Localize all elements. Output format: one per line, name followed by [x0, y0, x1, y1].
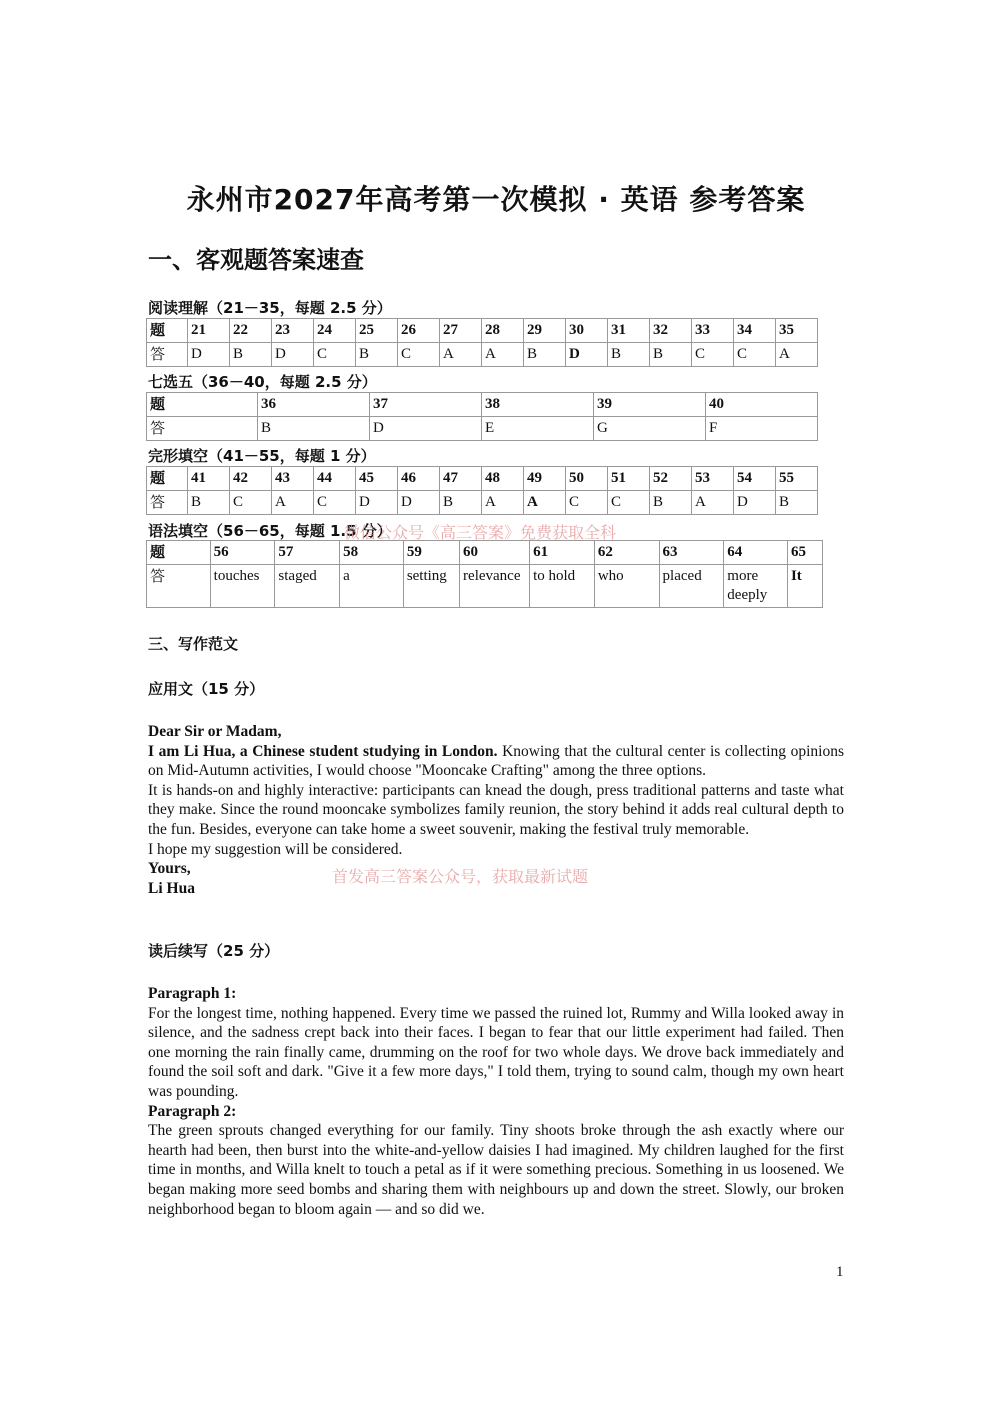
intro-sentence: I am Li Hua, a Chinese student studying in London.: [148, 742, 498, 760]
question-number: 39: [594, 393, 706, 417]
question-number: 35: [776, 319, 818, 343]
table-row-questions: [147, 393, 818, 417]
answer-cell: setting: [403, 565, 459, 608]
cloze-answer-table: [146, 466, 818, 515]
answer-cell: A: [692, 491, 734, 515]
seven-choice-label: 七选五（36－40，每题 2.5 分）: [148, 373, 377, 391]
closing: Yours,: [148, 860, 191, 878]
essay-paragraph: For the longest time, nothing happened. Every time we passed the ruined lot, Rummy and Willa looked away in silence, and the sadness crept back into their faces. I began to fear that our little experiment had failed. Then one morning the rain finally came, drumming on the roof for two whole days. We drove back immediately and found the soil soft and dark. "Give it a few more days," I told them, trying to sound calm, though my own heart was pounding.: [148, 1004, 844, 1100]
question-number: 56: [210, 541, 275, 565]
question-number: 42: [230, 467, 272, 491]
question-number: 54: [734, 467, 776, 491]
grammar-answer-table: [146, 540, 823, 608]
grammar-label: 语法填空（56－65，每题 1.5 分）: [148, 522, 392, 540]
cloze-label: 完形填空（41－55，每题 1 分）: [148, 447, 376, 465]
answer-cell: C: [314, 343, 356, 367]
question-number: 49: [524, 467, 566, 491]
question-number: 34: [734, 319, 776, 343]
answer-cell: G: [594, 417, 706, 441]
answer-cell: B: [524, 343, 566, 367]
table-row-questions: [147, 541, 823, 565]
row-label-question: 题: [147, 393, 258, 417]
continuation-writing-label: 读后续写（25 分）: [148, 942, 280, 960]
answer-cell: relevance: [460, 565, 530, 608]
reading-label: 阅读理解（21－35，每题 2.5 分）: [148, 299, 392, 317]
answer-cell: B: [258, 417, 370, 441]
applied-writing-label: 应用文（15 分）: [148, 680, 265, 698]
question-number: 37: [370, 393, 482, 417]
question-number: 21: [188, 319, 230, 343]
question-number: 65: [787, 541, 822, 565]
question-number: 28: [482, 319, 524, 343]
table-row-answers: [147, 565, 823, 608]
answer-cell: D: [356, 491, 398, 515]
question-number: 24: [314, 319, 356, 343]
question-number: 44: [314, 467, 356, 491]
intro-rest: Knowing that the cultural center is collecting opinions on Mid-Autumn activities, I would choose "Mooncake Crafting" among the three options.: [148, 742, 844, 780]
continuation-essay: [148, 984, 844, 1219]
question-number: 31: [608, 319, 650, 343]
row-label-answer: 答: [147, 491, 188, 515]
question-number: 53: [692, 467, 734, 491]
reading-answer-table: [146, 318, 818, 367]
watermark-text: 微信公众号《高三答案》免费获取全科: [344, 523, 617, 542]
table-row-answers: [147, 491, 818, 515]
question-number: 23: [272, 319, 314, 343]
question-number: 36: [258, 393, 370, 417]
answer-cell: C: [314, 491, 356, 515]
answer-cell: B: [650, 343, 692, 367]
question-number: 33: [692, 319, 734, 343]
answer-cell: C: [608, 491, 650, 515]
answer-cell: D: [734, 491, 776, 515]
answer-cell: B: [608, 343, 650, 367]
table-row-answers: [147, 343, 818, 367]
question-number: 40: [706, 393, 818, 417]
row-label-answer: 答: [147, 343, 188, 367]
question-number: 64: [724, 541, 788, 565]
answer-cell: a: [340, 565, 404, 608]
answer-cell: B: [230, 343, 272, 367]
question-number: 60: [460, 541, 530, 565]
row-label-answer: 答: [147, 565, 211, 608]
answer-cell: D: [370, 417, 482, 441]
answer-cell: A: [272, 491, 314, 515]
essay-paragraph: [148, 742, 844, 781]
question-number: 26: [398, 319, 440, 343]
answer-cell: E: [482, 417, 594, 441]
essay-paragraph: The green sprouts changed everything for our family. Tiny shoots broke through the ash exactly where our hearth had been, then burst into the white-and-yellow daisies I had imagined. My children laughed for the first time in months, and Willa knelt to touch a petal as if it were something precious. Something in us loosened. We began making more seed bombs and sharing them with neighbours up and down the street. Slowly, our broken neighborhood began to bloom again — and so did we.: [148, 1122, 844, 1218]
answer-cell: A: [524, 491, 566, 515]
question-number: 59: [403, 541, 459, 565]
signature-name: Li Hua: [148, 879, 195, 897]
question-number: 61: [530, 541, 595, 565]
answer-cell: C: [692, 343, 734, 367]
answer-cell: It: [787, 565, 822, 608]
question-number: 57: [275, 541, 340, 565]
answer-cell: C: [398, 343, 440, 367]
table-row-questions: [147, 319, 818, 343]
table-row-questions: [147, 467, 818, 491]
question-number: 29: [524, 319, 566, 343]
question-number: 45: [356, 467, 398, 491]
question-number: 58: [340, 541, 404, 565]
question-number: 22: [230, 319, 272, 343]
answer-cell: A: [440, 343, 482, 367]
question-number: 50: [566, 467, 608, 491]
answer-cell: placed: [659, 565, 724, 608]
essay-paragraph: I hope my suggestion will be considered.: [148, 840, 403, 858]
answer-cell: B: [776, 491, 818, 515]
page-number: 1: [836, 1264, 844, 1280]
answer-cell: D: [188, 343, 230, 367]
row-label-answer: 答: [147, 417, 258, 441]
question-number: 55: [776, 467, 818, 491]
question-number: 48: [482, 467, 524, 491]
question-number: 62: [594, 541, 659, 565]
question-number: 30: [566, 319, 608, 343]
row-label-question: 题: [147, 541, 211, 565]
answer-cell: to hold: [530, 565, 595, 608]
paragraph-title: Paragraph 2:: [148, 1102, 237, 1120]
question-number: 41: [188, 467, 230, 491]
answer-cell: C: [230, 491, 272, 515]
question-number: 47: [440, 467, 482, 491]
paragraph-title: Paragraph 1:: [148, 985, 237, 1002]
answer-cell: D: [398, 491, 440, 515]
answer-cell: touches: [210, 565, 275, 608]
salutation: Dear Sir or Madam,: [148, 723, 282, 740]
answer-cell: B: [356, 343, 398, 367]
essay-paragraph: It is hands-on and highly interactive: participants can knead the dough, press traditional patterns and taste what they make. Since the round mooncake symbolizes family reunion, the story behind it adds real cultural depth to the fun. Besides, everyone can take home a sweet souvenir, making the festival truly memorable.: [148, 781, 844, 838]
row-label-question: 题: [147, 467, 188, 491]
answer-cell: A: [482, 343, 524, 367]
answer-cell: A: [776, 343, 818, 367]
answer-cell: who: [594, 565, 659, 608]
answer-cell: more deeply: [724, 565, 788, 608]
answer-cell: A: [482, 491, 524, 515]
answer-cell: staged: [275, 565, 340, 608]
answer-cell: F: [706, 417, 818, 441]
row-label-question: 题: [147, 319, 188, 343]
question-number: 51: [608, 467, 650, 491]
answer-cell: D: [566, 343, 608, 367]
question-number: 43: [272, 467, 314, 491]
watermark-text: 首发高三答案公众号，获取最新试题: [332, 867, 589, 886]
section-objective-heading: 一、客观题答案速查: [148, 246, 364, 274]
answer-cell: B: [440, 491, 482, 515]
answer-cell: C: [734, 343, 776, 367]
question-number: 27: [440, 319, 482, 343]
answer-cell: B: [650, 491, 692, 515]
question-number: 25: [356, 319, 398, 343]
question-number: 63: [659, 541, 724, 565]
answer-cell: B: [188, 491, 230, 515]
page-title: 永州市2027年高考第一次模拟 · 英语 参考答案: [186, 183, 806, 216]
table-row-answers: [147, 417, 818, 441]
seven-choice-answer-table: [146, 392, 818, 441]
answer-cell: D: [272, 343, 314, 367]
question-number: 32: [650, 319, 692, 343]
answer-cell: C: [566, 491, 608, 515]
question-number: 52: [650, 467, 692, 491]
section-writing-heading: 三、写作范文: [148, 635, 239, 653]
question-number: 46: [398, 467, 440, 491]
question-number: 38: [482, 393, 594, 417]
